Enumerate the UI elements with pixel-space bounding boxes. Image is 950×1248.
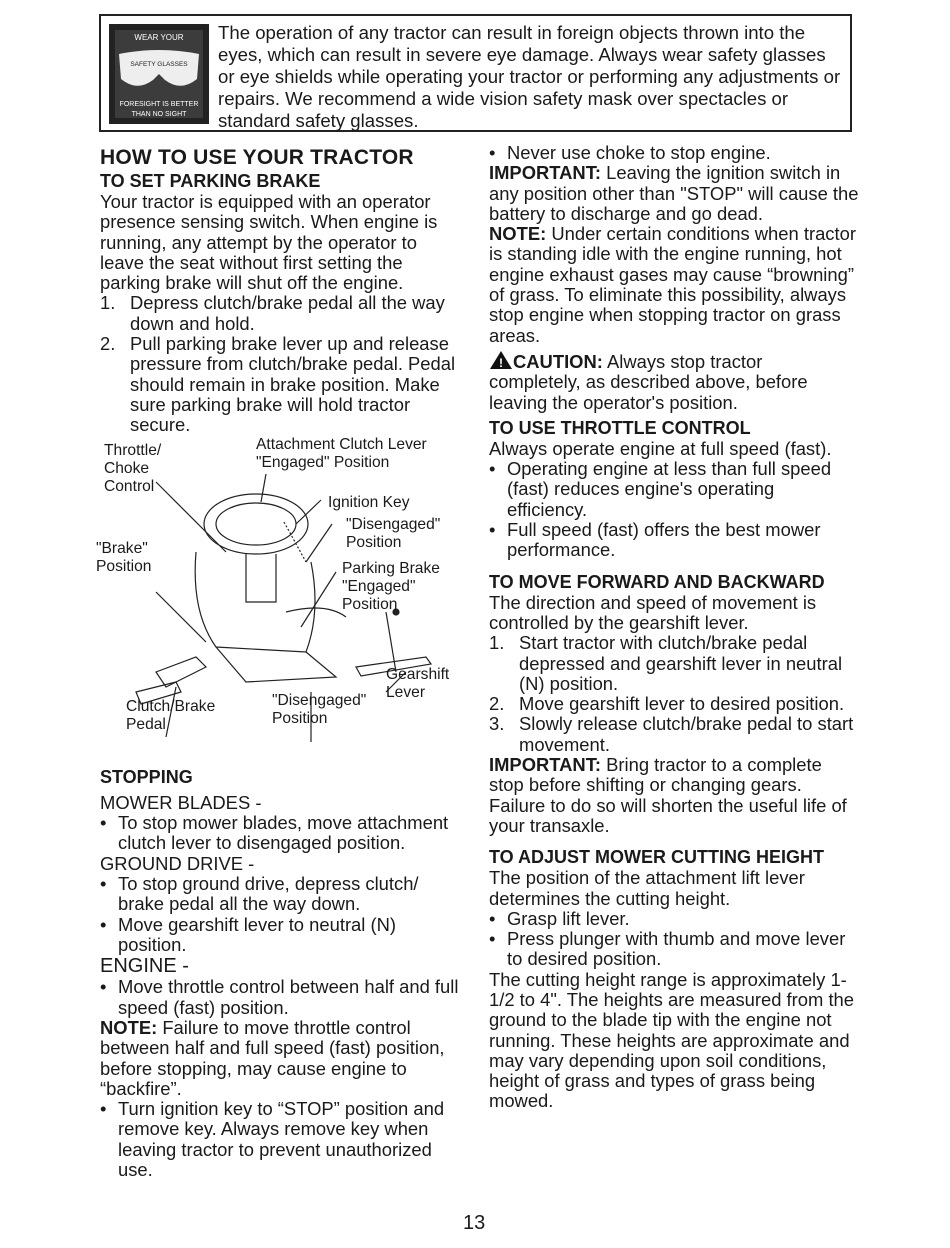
engine-bullet-2: • Turn ignition key to “STOP” position and remove key. Always remove key when leaving tractor to prevent unauthorized use. bbox=[100, 1098, 445, 1181]
svg-text:!: ! bbox=[499, 355, 503, 370]
stopping-heading: STOPPING bbox=[100, 766, 193, 787]
safety-glasses-icon bbox=[109, 24, 209, 124]
svg-text:WEAR YOUR: WEAR YOUR bbox=[134, 33, 184, 42]
important-gears: IMPORTANT: Bring tractor to a complete stop before shifting or changing gears. Failure to do so will shorten the useful life of your transaxle. bbox=[489, 754, 847, 836]
parking-step-2: 2. Pull parking brake lever up and release pressure from clutch/brake pedal. Pedal should remain in brake position. Make sure parking brake will hold tractor secure. bbox=[100, 333, 456, 436]
page-title: HOW TO USE YOUR TRACTOR bbox=[100, 146, 414, 169]
ground-bullet-2: • Move gearshift lever to neutral (N) position. bbox=[100, 913, 397, 956]
ground-drive-heading: GROUND DRIVE - bbox=[100, 853, 255, 875]
page-number: 13 bbox=[463, 1212, 486, 1234]
svg-text:FORESIGHT IS BETTER: FORESIGHT IS BETTER bbox=[119, 101, 199, 108]
label-disengaged-bottom: "Disengaged" Position bbox=[272, 691, 367, 727]
move-step-1: 1. Start tractor with clutch/brake pedal depressed and gearshift lever in neutral (N) position. bbox=[489, 632, 843, 694]
move-heading: TO MOVE FORWARD AND BACKWARD bbox=[489, 571, 825, 592]
label-gearshift: Gearshift Lever bbox=[386, 665, 450, 701]
label-throttle: Throttle/ Choke Control bbox=[104, 441, 162, 495]
ground-bullet-1: • To stop ground drive, depress clutch/ brake pedal all the way down. bbox=[100, 873, 419, 915]
note-browning: NOTE: Under certain conditions when tractor is standing idle with the engine running, hot engine exhaust gases may cause “browning” of grass. To eliminate this possibility, always stop engine when stopping tractor on grass areas. bbox=[489, 223, 856, 346]
cutting-height-intro: The position of the attachment lift lever determines the cutting height. bbox=[489, 867, 805, 909]
right-column bbox=[489, 143, 859, 1112]
caution-triangle-icon bbox=[489, 350, 513, 370]
choke-bullet: • Never use choke to stop engine. bbox=[489, 142, 771, 163]
label-clutch-brake: Clutch/Brake Pedal bbox=[126, 697, 216, 733]
move-step-2: 2. Move gearshift lever to desired position. bbox=[489, 693, 845, 715]
caution-text: ! CAUTION: Always stop tractor completely, as described above, before leaving the operator's position. bbox=[489, 350, 808, 413]
safety-warning-box bbox=[99, 14, 852, 132]
mower-bullet-1: • To stop mower blades, move attachment clutch lever to disengaged position. bbox=[100, 811, 449, 853]
move-intro: The direction and speed of movement is controlled by the gearshift lever. bbox=[489, 591, 817, 633]
throttle-heading: TO USE THROTTLE CONTROL bbox=[489, 417, 751, 438]
height-bullet-1: • Grasp lift lever. bbox=[489, 907, 630, 929]
height-bullet-2: • Press plunger with thumb and move lever to desired position. bbox=[489, 928, 846, 970]
svg-text:THAN NO SIGHT: THAN NO SIGHT bbox=[131, 111, 187, 118]
parking-brake-intro: Your tractor is equipped with an operator presence sensing switch. When engine is running, any attempt by the operator to leave the seat without first setting the parking brake will shut off the engine. bbox=[100, 191, 438, 294]
tractor-controls-figure bbox=[96, 435, 476, 762]
safety-warning-text: The operation of any tractor can result in foreign objects thrown into the eyes, which can result in severe eye damage. Always wear safety glasses or eye shields while operating your tractor or performing any adjustments or repairs. We recommend a wide vision safety mask over spectacles or standard safety glasses. bbox=[218, 22, 841, 131]
svg-text:SAFETY GLASSES: SAFETY GLASSES bbox=[130, 61, 188, 68]
throttle-bullet-1: • Operating engine at less than full speed (fast) reduces engine's operating efficiency. bbox=[489, 458, 832, 520]
engine-heading: ENGINE - bbox=[100, 955, 189, 978]
throttle-intro: Always operate engine at full speed (fast). bbox=[489, 437, 832, 459]
left-column bbox=[96, 146, 465, 1181]
parking-step-1: 1. Depress clutch/brake pedal all the way down and hold. bbox=[100, 292, 445, 334]
important-ignition: IMPORTANT: Leaving the ignition switch in any position other than "STOP" will cause the battery to discharge and go dead. bbox=[489, 162, 859, 224]
label-disengaged-top: "Disengaged" Position bbox=[346, 515, 441, 551]
engine-bullet-1: • Move throttle control between half and full speed (fast) position. bbox=[100, 976, 459, 1018]
label-brake-position: "Brake" Position bbox=[96, 539, 152, 575]
move-step-3: 3. Slowly release clutch/brake pedal to start movement. bbox=[489, 713, 854, 755]
cutting-height-text: The cutting height range is approximately 1-1/2 to 4". The heights are measured from the ground to the blade tip with the engine not running. These heights are approximate and may vary depending upon soil conditions, height of grass and types of grass being mowed. bbox=[489, 968, 855, 1112]
engine-note: NOTE: Failure to move throttle control between half and full speed (fast) position, before stopping, may cause engine to “backfire”. bbox=[100, 1016, 445, 1099]
label-attachment-clutch: Attachment Clutch Lever "Engaged" Position bbox=[256, 435, 427, 471]
label-parking-brake: Parking Brake "Engaged" Position bbox=[342, 559, 440, 613]
throttle-bullet-2: • Full speed (fast) offers the best mower performance. bbox=[489, 519, 821, 561]
mower-blades-heading: MOWER BLADES - bbox=[100, 791, 262, 813]
label-ignition-key: Ignition Key bbox=[328, 493, 410, 511]
parking-brake-heading: TO SET PARKING BRAKE bbox=[100, 171, 321, 191]
cutting-height-heading: TO ADJUST MOWER CUTTING HEIGHT bbox=[489, 847, 824, 868]
